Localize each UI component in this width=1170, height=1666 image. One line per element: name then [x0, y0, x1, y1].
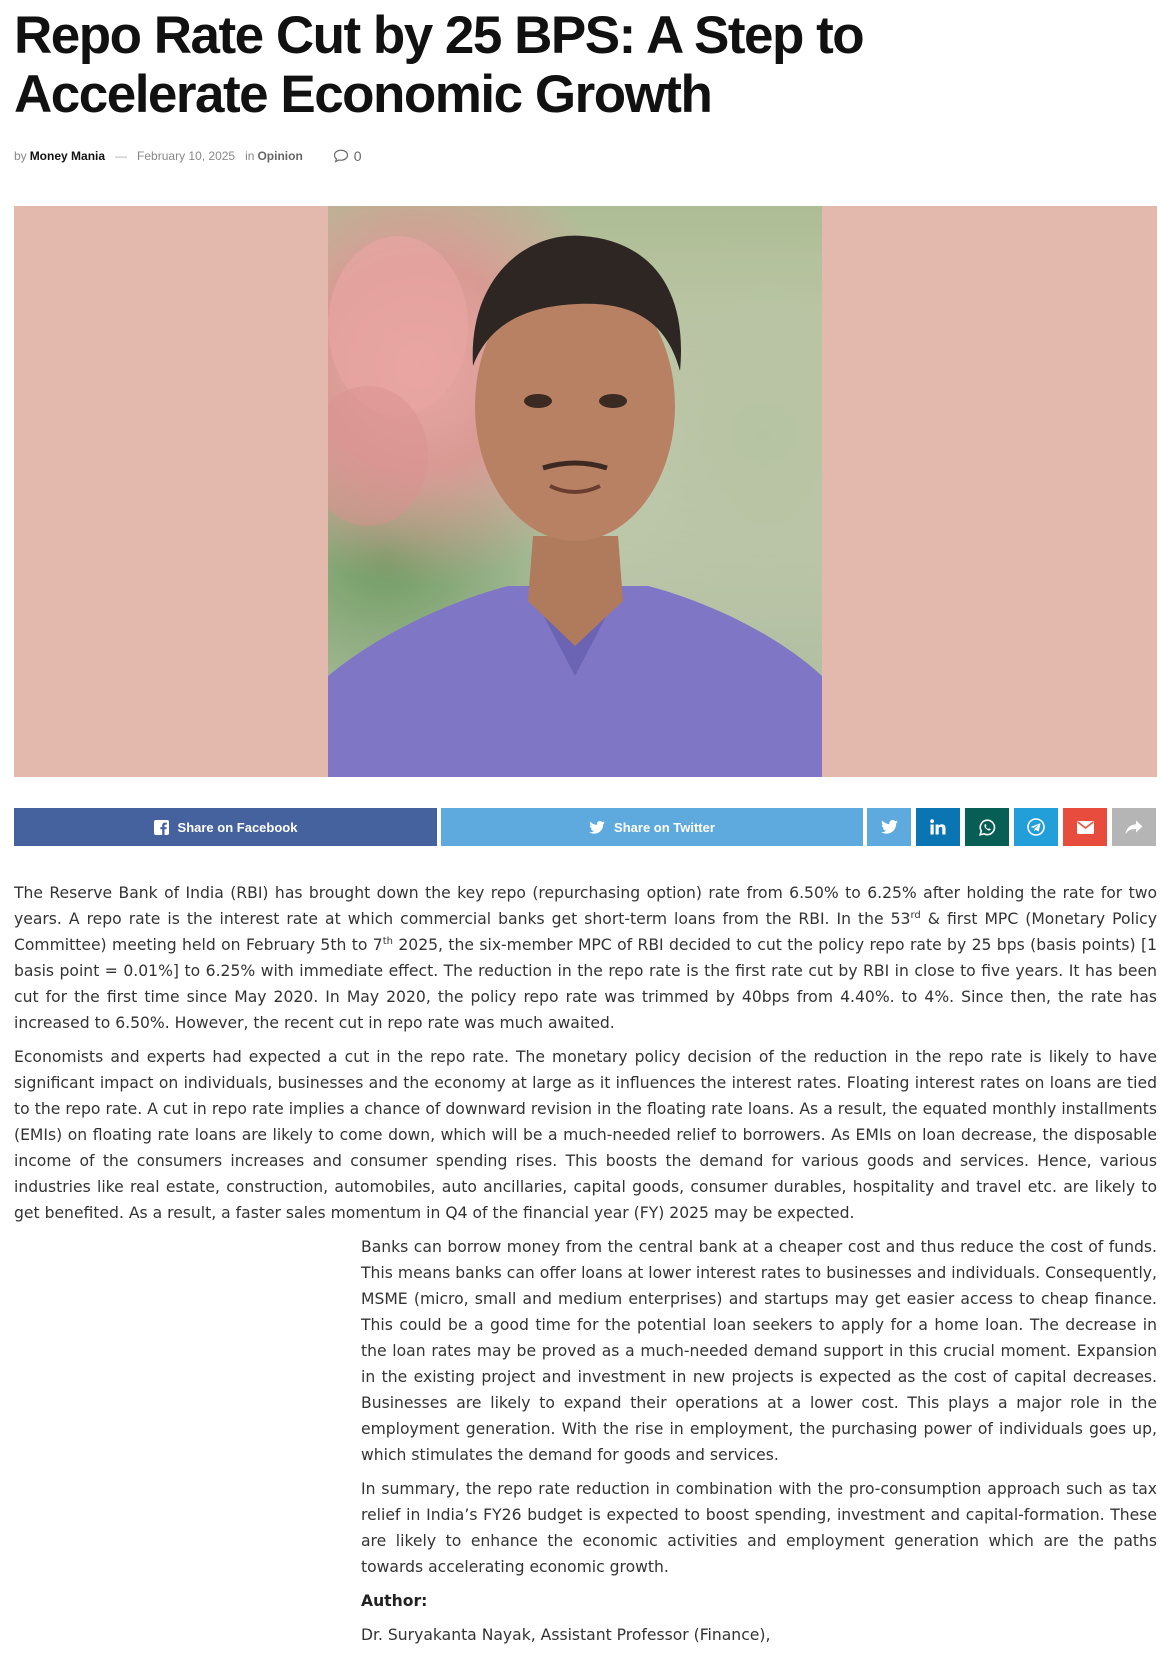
share-twitter-button[interactable] — [441, 808, 863, 846]
share-facebook-button[interactable] — [14, 808, 437, 846]
p1-part-b: & first MPC (Monetary Policy Committee) meeting held on February 5th to 7 — [14, 910, 1157, 954]
paragraph-4: In summary, the repo rate reduction in combination with the pro-consumption approach such as tax relief in India’s FY26 budget is expected to boost spending, investment and capital-formation. These are likely to enhance the economic activities and employment generation which are the paths towards accelerating economic growth. — [361, 1480, 1157, 1576]
facebook-icon — [154, 820, 169, 835]
featured-image — [328, 206, 822, 777]
linkedin-share-button[interactable] — [916, 808, 960, 846]
article-body — [14, 880, 1157, 1656]
whatsapp-share-button[interactable] — [965, 808, 1009, 846]
twitter-share-button[interactable] — [867, 808, 911, 846]
telegram-share-button[interactable] — [1014, 808, 1058, 846]
author-portrait — [328, 206, 822, 777]
post-meta — [14, 146, 362, 166]
whatsapp-icon — [979, 819, 996, 836]
twitter-icon — [881, 820, 898, 834]
paragraph-2: Economists and experts had expected a cut in the repo rate. The monetary policy decision of the reduction in the repo rate is likely to have significant impact on individuals, businesses and the economy at large as it influences the interest rates. Floating interest rates on loans are tied to the repo rate. A cut in repo rate implies a chance of downward revision in the floating rate loans. As a result, the equated monthly installments (EMIs) on floating rate loans are likely to come down, which will be a much-needed relief to borrowers. As EMIs on loan decrease, the disposable income of the consumers increases and consumer spending rises. This boosts the demand for various goods and services. Hence, various industries like real estate, construction, automobiles, auto ancillaries, capital goods, consumer durables, hospitality and travel etc. are likely to get benefited. As a result, a faster sales momentum in Q4 of the financial year (FY) 2025 may be expected. — [14, 1048, 1157, 1222]
comment-count: 0 — [353, 148, 362, 164]
author-link[interactable]: Money Mania — [29, 149, 106, 163]
share-icon — [1125, 820, 1143, 835]
superscript-th: th — [382, 935, 393, 947]
email-icon — [1077, 821, 1094, 834]
paragraph-1 — [14, 880, 1157, 1036]
comments-link[interactable] — [333, 148, 362, 164]
meta-in: in — [245, 149, 255, 163]
page-title: Repo Rate Cut by 25 BPS: A Step to Accelerate Economic Growth — [14, 6, 864, 124]
twitter-icon — [589, 821, 605, 834]
author-name: Dr. Suryakanta Nayak, Assistant Professor (Finance), — [361, 1626, 771, 1644]
author-label: Author: — [361, 1592, 428, 1610]
share-twitter-label: Share on Twitter — [614, 819, 715, 835]
telegram-icon — [1027, 818, 1045, 836]
comment-icon — [333, 149, 349, 163]
category-link[interactable]: Opinion — [257, 149, 303, 163]
p1-part-c: 2025, the six-member MPC of RBI decided to cut the policy repo rate by 25 bps (basis points) [1 basis point = 0.01%] to 6.25% with immediate effect. The reduction in the repo rate is the first rate cut by RBI in close to five years. It has been cut for the first time since May 2020. In May 2020, the policy repo rate was trimmed by 40bps from 4.40%. to 4%. Since then, the rate has increased to 6.50%. However, the recent cut in repo rate was much awaited. — [14, 936, 1157, 1032]
paragraph-3: Banks can borrow money from the central bank at a cheaper cost and thus reduce the cost of funds. This means banks can offer loans at lower interest rates to businesses and individuals. Consequently, MSME (micro, small and medium enterprises) and startups may get easier access to cheap finance. This could be a good time for the potential loan seekers to apply for a home loan. The decrease in the loan rates may be proved as a much-needed demand support in this crucial moment. Expansion in the existing project and investment in new projects is expected as the cost of capital decreases. Businesses are likely to expand their operations at a lower cost. This plays a major role in the employment generation. With the rise in employment, the purchasing power of individuals goes up, which stimulates the demand for goods and services. — [361, 1238, 1157, 1464]
more-share-button[interactable] — [1112, 808, 1156, 846]
linkedin-icon — [930, 819, 946, 835]
share-facebook-label: Share on Facebook — [177, 819, 298, 835]
meta-by: by — [14, 149, 27, 163]
email-share-button[interactable] — [1063, 808, 1107, 846]
superscript-rd: rd — [910, 909, 921, 921]
p1-part-a: The Reserve Bank of India (RBI) has brought down the key repo (repurchasing option) rate from 6.50% to 6.25% after holding the rate for two years. A repo rate is the interest rate at which commercial banks get short-term loans from the RBI. In the 53 — [14, 884, 1157, 928]
post-date: February 10, 2025 — [137, 149, 236, 163]
meta-separator: — — [115, 149, 128, 163]
